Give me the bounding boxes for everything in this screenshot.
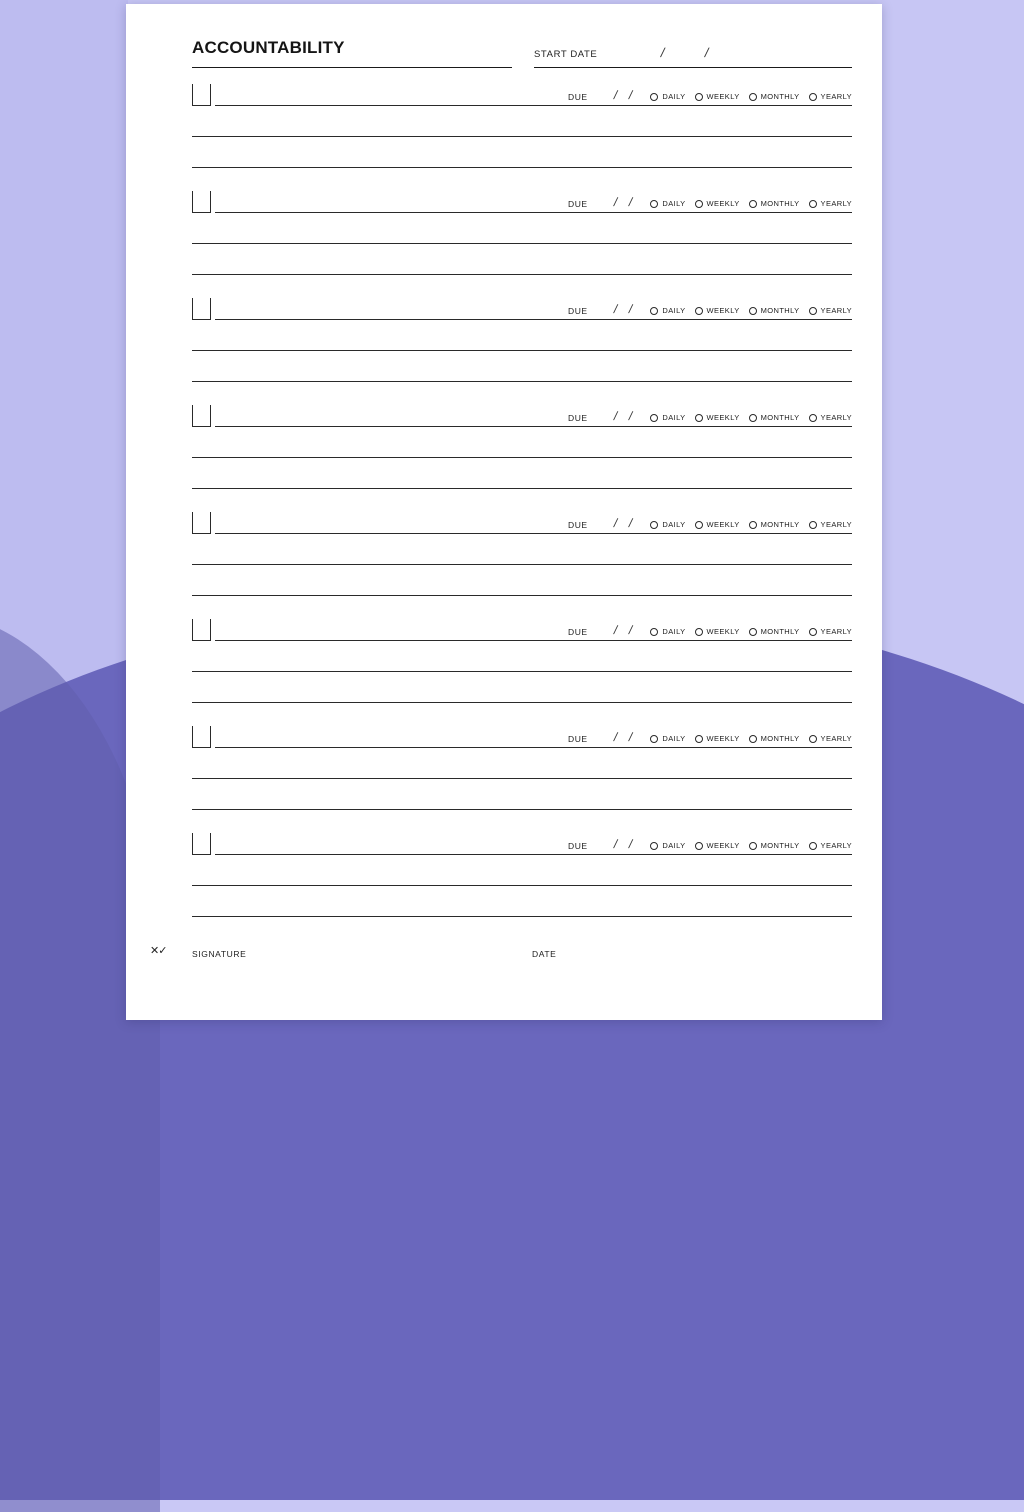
footer [150, 941, 852, 959]
task-note-line[interactable] [192, 427, 852, 458]
frequency-label: WEEKLY [706, 734, 740, 743]
task-name-input[interactable] [215, 190, 568, 213]
task-row [192, 615, 852, 703]
frequency-option[interactable] [749, 627, 800, 636]
radio-icon[interactable] [749, 200, 757, 208]
radio-icon[interactable] [809, 628, 817, 636]
frequency-option[interactable] [650, 413, 685, 422]
date-slash-icon: / [627, 730, 634, 744]
frequency-label: MONTHLY [760, 841, 800, 850]
task-note-line[interactable] [192, 641, 852, 672]
due-date-field[interactable] [614, 409, 633, 423]
signature-mark-icon: ✕✓ [150, 945, 167, 957]
radio-icon[interactable] [650, 842, 658, 850]
due-date-field[interactable] [614, 730, 633, 744]
task-note-line[interactable] [192, 855, 852, 886]
task-row [192, 508, 852, 596]
task-note-line[interactable] [192, 779, 852, 810]
date-slash-icon: / [612, 409, 619, 423]
frequency-option[interactable] [695, 520, 740, 529]
task-name-input[interactable] [215, 511, 568, 534]
radio-icon[interactable] [650, 93, 658, 101]
frequency-label: MONTHLY [760, 734, 800, 743]
frequency-label: MONTHLY [760, 627, 800, 636]
frequency-option[interactable] [650, 520, 685, 529]
frequency-option[interactable] [749, 734, 800, 743]
task-checkbox[interactable] [192, 298, 211, 320]
task-list [192, 80, 852, 917]
task-header [192, 829, 852, 855]
frequency-label: MONTHLY [760, 92, 800, 101]
radio-icon[interactable] [749, 93, 757, 101]
frequency-option[interactable] [695, 413, 740, 422]
date-slash-icon: / [627, 837, 634, 851]
page-title: ACCOUNTABILITY [192, 38, 512, 68]
due-date-field[interactable] [614, 195, 633, 209]
radio-icon[interactable] [749, 414, 757, 422]
frequency-label: DAILY [662, 734, 686, 743]
frequency-option[interactable] [809, 627, 852, 636]
frequency-option[interactable] [695, 199, 740, 208]
task-note-line[interactable] [192, 672, 852, 703]
frequency-option[interactable] [809, 199, 852, 208]
task-name-input[interactable] [215, 297, 568, 320]
task-note-line[interactable] [192, 320, 852, 351]
radio-icon[interactable] [809, 735, 817, 743]
frequency-label: DAILY [662, 627, 686, 636]
task-checkbox[interactable] [192, 191, 211, 213]
due-group [568, 723, 852, 748]
frequency-label: YEARLY [820, 92, 852, 101]
document-header [192, 26, 852, 68]
radio-icon[interactable] [749, 628, 757, 636]
task-header [192, 80, 852, 106]
frequency-option[interactable] [650, 199, 685, 208]
task-note-line[interactable] [192, 748, 852, 779]
task-row [192, 401, 852, 489]
frequency-label: YEARLY [820, 199, 852, 208]
date-slash-icon: / [627, 88, 634, 102]
date-slash-icon: / [627, 302, 634, 316]
frequency-label: YEARLY [820, 413, 852, 422]
date-slash-icon: / [627, 516, 634, 530]
frequency-option[interactable] [695, 92, 740, 101]
signature-label: SIGNATURE [192, 949, 247, 959]
due-date-field[interactable] [614, 302, 633, 316]
due-group [568, 509, 852, 534]
date-slash-icon: / [612, 623, 619, 637]
frequency-option[interactable] [749, 520, 800, 529]
task-header [192, 615, 852, 641]
date-label: DATE [532, 949, 557, 959]
due-label: DUE [567, 306, 588, 316]
frequency-option[interactable] [809, 413, 852, 422]
radio-icon[interactable] [809, 521, 817, 529]
due-label: DUE [567, 199, 588, 209]
due-date-field[interactable] [614, 837, 633, 851]
frequency-option[interactable] [650, 734, 685, 743]
radio-icon[interactable] [695, 414, 703, 422]
task-header [192, 187, 852, 213]
due-label: DUE [567, 520, 588, 530]
due-group [568, 616, 852, 641]
task-name-input[interactable] [215, 83, 568, 106]
frequency-option[interactable] [749, 841, 800, 850]
frequency-option[interactable] [695, 734, 740, 743]
date-slash-icon: / [627, 195, 634, 209]
frequency-label: WEEKLY [706, 199, 740, 208]
due-group [568, 830, 852, 855]
radio-icon[interactable] [695, 842, 703, 850]
date-slash-icon: / [627, 409, 634, 423]
start-date-label: START DATE [534, 49, 598, 60]
frequency-label: DAILY [662, 199, 686, 208]
date-slash-icon: / [612, 88, 619, 102]
task-note-line[interactable] [192, 458, 852, 489]
frequency-option[interactable] [749, 306, 800, 315]
due-group [568, 81, 852, 106]
frequency-label: WEEKLY [706, 520, 740, 529]
task-note-line[interactable] [192, 565, 852, 596]
frequency-label: WEEKLY [706, 627, 740, 636]
date-slash-icon: / [612, 195, 619, 209]
frequency-option[interactable] [749, 199, 800, 208]
due-date-field[interactable] [614, 516, 633, 530]
radio-icon[interactable] [650, 307, 658, 315]
task-name-input[interactable] [215, 832, 568, 855]
frequency-label: WEEKLY [706, 413, 740, 422]
due-group [568, 402, 852, 427]
radio-icon[interactable] [749, 307, 757, 315]
radio-icon[interactable] [809, 200, 817, 208]
frequency-option[interactable] [809, 841, 852, 850]
date-slash-icon: / [612, 302, 619, 316]
due-date-field[interactable] [614, 623, 633, 637]
radio-icon[interactable] [809, 307, 817, 315]
radio-icon[interactable] [650, 735, 658, 743]
task-row [192, 722, 852, 810]
radio-icon[interactable] [650, 521, 658, 529]
frequency-option[interactable] [695, 306, 740, 315]
frequency-option[interactable] [749, 413, 800, 422]
frequency-label: DAILY [662, 520, 686, 529]
radio-icon[interactable] [695, 307, 703, 315]
frequency-label: WEEKLY [706, 841, 740, 850]
frequency-label: MONTHLY [760, 199, 800, 208]
task-checkbox[interactable] [192, 619, 211, 641]
due-label: DUE [567, 413, 588, 423]
frequency-label: MONTHLY [760, 306, 800, 315]
radio-icon[interactable] [809, 93, 817, 101]
task-row [192, 80, 852, 168]
frequency-label: MONTHLY [760, 520, 800, 529]
task-header [192, 294, 852, 320]
task-checkbox[interactable] [192, 833, 211, 855]
frequency-label: YEARLY [820, 627, 852, 636]
due-label: DUE [567, 627, 588, 637]
task-checkbox[interactable] [192, 405, 211, 427]
due-date-field[interactable] [614, 88, 633, 102]
frequency-option[interactable] [809, 520, 852, 529]
frequency-option[interactable] [650, 92, 685, 101]
date-slash-icon: / [659, 45, 667, 60]
task-name-input[interactable] [215, 404, 568, 427]
frequency-label: MONTHLY [760, 413, 800, 422]
frequency-option[interactable] [650, 841, 685, 850]
frequency-label: WEEKLY [706, 306, 740, 315]
radio-icon[interactable] [695, 521, 703, 529]
printable-sheet [126, 4, 882, 1020]
due-group [568, 295, 852, 320]
radio-icon[interactable] [650, 414, 658, 422]
radio-icon[interactable] [749, 521, 757, 529]
frequency-option[interactable] [809, 306, 852, 315]
task-name-input[interactable] [215, 725, 568, 748]
sheet-content [150, 26, 852, 1020]
task-name-input[interactable] [215, 618, 568, 641]
radio-icon[interactable] [650, 200, 658, 208]
task-row [192, 829, 852, 917]
task-checkbox[interactable] [192, 512, 211, 534]
radio-icon[interactable] [695, 735, 703, 743]
task-checkbox[interactable] [192, 726, 211, 748]
radio-icon[interactable] [695, 93, 703, 101]
date-slash-icon: / [612, 837, 619, 851]
frequency-label: DAILY [662, 92, 686, 101]
frequency-label: DAILY [662, 841, 686, 850]
date-slash-icon: / [612, 516, 619, 530]
task-note-line[interactable] [192, 534, 852, 565]
task-checkbox[interactable] [192, 84, 211, 106]
frequency-label: DAILY [662, 306, 686, 315]
frequency-option[interactable] [650, 306, 685, 315]
task-note-line[interactable] [192, 244, 852, 275]
frequency-label: YEARLY [820, 734, 852, 743]
task-note-line[interactable] [192, 137, 852, 168]
start-date-slashes [659, 45, 711, 60]
frequency-option[interactable] [809, 734, 852, 743]
task-header [192, 722, 852, 748]
due-label: DUE [567, 841, 588, 851]
task-header [192, 508, 852, 534]
due-label: DUE [567, 92, 588, 102]
due-group [568, 188, 852, 213]
frequency-option[interactable] [695, 627, 740, 636]
frequency-label: WEEKLY [706, 92, 740, 101]
radio-icon[interactable] [749, 842, 757, 850]
task-note-line[interactable] [192, 213, 852, 244]
frequency-label: YEARLY [820, 306, 852, 315]
radio-icon[interactable] [809, 842, 817, 850]
date-slash-icon: / [627, 623, 634, 637]
frequency-label: YEARLY [820, 520, 852, 529]
radio-icon[interactable] [809, 414, 817, 422]
date-slash-icon: / [703, 45, 711, 60]
frequency-label: DAILY [662, 413, 686, 422]
task-note-line[interactable] [192, 106, 852, 137]
start-date-field[interactable] [534, 45, 852, 68]
frequency-option[interactable] [809, 92, 852, 101]
frequency-option[interactable] [695, 841, 740, 850]
radio-icon[interactable] [695, 200, 703, 208]
frequency-option[interactable] [650, 627, 685, 636]
task-row [192, 294, 852, 382]
task-note-line[interactable] [192, 886, 852, 917]
radio-icon[interactable] [749, 735, 757, 743]
radio-icon[interactable] [695, 628, 703, 636]
frequency-option[interactable] [749, 92, 800, 101]
radio-icon[interactable] [650, 628, 658, 636]
frequency-label: YEARLY [820, 841, 852, 850]
due-label: DUE [567, 734, 588, 744]
task-header [192, 401, 852, 427]
task-note-line[interactable] [192, 351, 852, 382]
task-row [192, 187, 852, 275]
date-slash-icon: / [612, 730, 619, 744]
